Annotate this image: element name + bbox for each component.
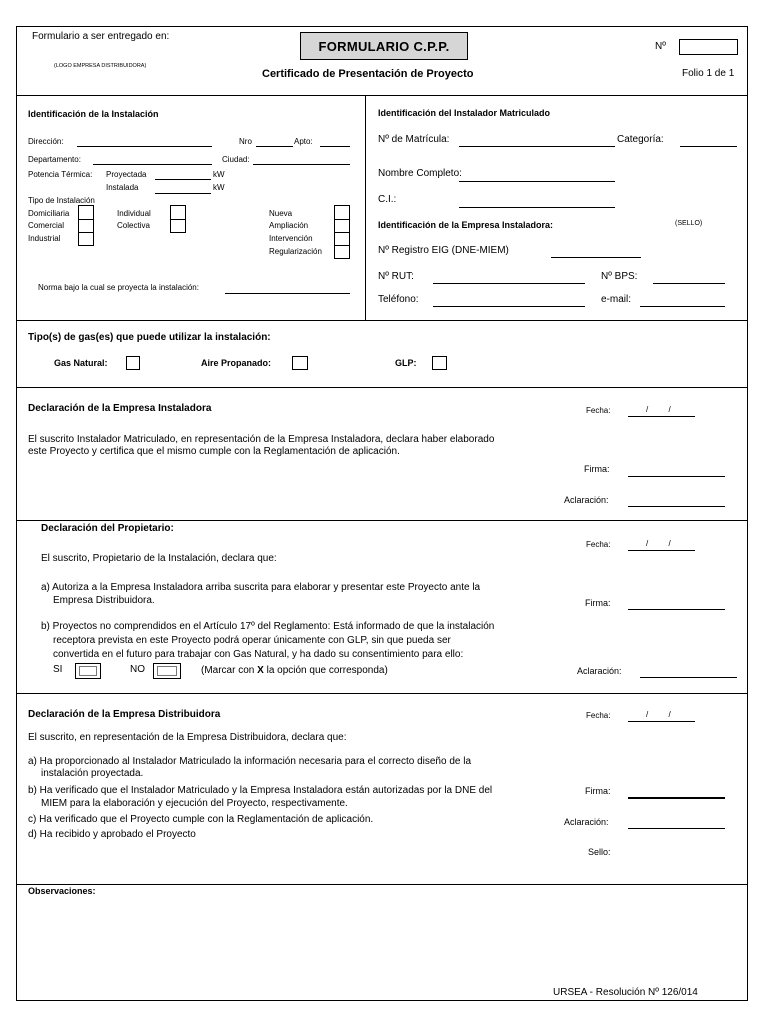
installer-heading: Identificación del Instalador Matriculado: [378, 108, 551, 118]
matricula-field[interactable]: [459, 146, 615, 147]
resolution-footer: URSEA - Resolución Nº 126/014: [553, 987, 698, 998]
norma-label: Norma bajo la cual se proyecta la instalación:: [38, 283, 199, 292]
kw-unit: kW: [213, 170, 225, 179]
instalada-label: Instalada: [106, 183, 139, 192]
firma-field[interactable]: [628, 609, 725, 610]
firma-field[interactable]: [628, 476, 725, 477]
direccion-field[interactable]: [77, 146, 212, 147]
firma-label: Firma:: [585, 598, 611, 608]
no-label: NO: [130, 664, 145, 675]
kw-unit: kW: [213, 183, 225, 192]
installer-declaration-heading: Declaración de la Empresa Instaladora: [28, 403, 212, 414]
fecha-field[interactable]: [628, 550, 695, 551]
ampliacion-label: Ampliación: [269, 221, 309, 230]
si-label: SI: [53, 664, 63, 675]
observations-heading: Observaciones:: [28, 886, 96, 896]
delivered-at-label: Formulario a ser entregado en:: [32, 31, 170, 42]
separator: [16, 320, 748, 321]
individual-label: Individual: [117, 209, 151, 218]
owner-clause-b: convertida en el futuro para trabajar con Gas Natural, y ha dado su consentimiento para ello:: [53, 649, 464, 660]
fecha-label: Fecha:: [586, 711, 611, 720]
no-checkbox[interactable]: [153, 663, 181, 679]
direccion-label: Dirección:: [28, 137, 64, 146]
logo-placeholder: (LOGO EMPRESA DISTRIBUIDORA): [54, 63, 147, 69]
nro-label: Nro: [239, 137, 252, 146]
owner-declaration-heading: Declaración del Propietario:: [41, 523, 174, 534]
comercial-label: Comercial: [28, 221, 65, 230]
aclaracion-label: Aclaración:: [577, 666, 622, 676]
intervencion-label: Intervención: [269, 234, 313, 243]
departamento-field[interactable]: [93, 164, 212, 165]
nombre-label: Nombre Completo:: [378, 168, 462, 179]
form-subtitle: Certificado de Presentación de Proyecto: [262, 68, 474, 80]
email-label: e-mail:: [601, 294, 632, 305]
distributor-clause-b: b) Ha verificado que el Instalador Matriculado y la Empresa Instaladora están autorizadas por la DNE del: [28, 785, 493, 796]
declaration-text: El suscrito Instalador Matriculado, en representación de la Empresa Instaladora, declara haber elaborado: [28, 434, 495, 445]
industrial-label: Industrial: [28, 234, 61, 243]
aclaracion-label: Aclaración:: [564, 495, 609, 505]
norma-field[interactable]: [225, 293, 350, 294]
departamento-label: Departamento:: [28, 155, 81, 164]
fecha-label: Fecha:: [586, 406, 611, 415]
separator: [16, 520, 748, 521]
comercial-checkbox[interactable]: [78, 219, 94, 233]
owner-clause-a: a) Autoriza a la Empresa Instaladora arriba suscrita para elaborar y presentar este Proyecto ante la: [41, 582, 481, 593]
gas-natural-checkbox[interactable]: [126, 356, 140, 370]
ampliacion-checkbox[interactable]: [334, 219, 350, 233]
regularizacion-checkbox[interactable]: [334, 245, 350, 259]
proyectada-field[interactable]: [155, 179, 211, 180]
separator: [16, 95, 748, 96]
date-slashes: / /: [646, 710, 671, 719]
distributor-declaration-heading: Declaración de la Empresa Distribuidora: [28, 709, 221, 720]
registro-field[interactable]: [551, 257, 641, 258]
owner-intro: El suscrito, Propietario de la Instalación, declara que:: [41, 553, 277, 564]
regularizacion-label: Regularización: [269, 247, 322, 256]
bps-label: Nº BPS:: [601, 271, 638, 282]
form-title: FORMULARIO C.P.P.: [300, 32, 468, 60]
nueva-checkbox[interactable]: [334, 205, 350, 220]
domiciliaria-checkbox[interactable]: [78, 205, 94, 220]
form-number-field[interactable]: [679, 39, 738, 55]
fecha-field[interactable]: [628, 721, 695, 722]
separator: [16, 693, 748, 694]
colectiva-label: Colectiva: [117, 221, 150, 230]
sello-label: (SELLO): [675, 220, 703, 227]
distributor-clause-b: MIEM para la elaboración y ejecución del Proyecto, respectivamente.: [41, 798, 348, 809]
firma-field[interactable]: [628, 797, 725, 799]
instalada-field[interactable]: [155, 193, 211, 194]
nro-field[interactable]: [256, 146, 293, 147]
separator: [16, 884, 748, 885]
ci-label: C.I.:: [378, 194, 397, 205]
folio-label: Folio 1 de 1: [682, 68, 735, 79]
matricula-label: Nº de Matrícula:: [378, 134, 450, 145]
gas-heading: Tipo(s) de gas(es) que puede utilizar la instalación:: [28, 332, 271, 343]
potencia-label: Potencia Térmica:: [28, 170, 93, 179]
aclaracion-field[interactable]: [628, 828, 725, 829]
company-heading: Identificación de la Empresa Instaladora:: [378, 220, 554, 230]
categoria-field[interactable]: [680, 146, 737, 147]
distributor-clause-a: a) Ha proporcionado al Instalador Matriculado la información necesaria para el correcto diseño de la: [28, 756, 472, 767]
intervencion-checkbox[interactable]: [334, 232, 350, 246]
installation-heading: Identificación de la Instalación: [28, 109, 159, 119]
aire-propanado-checkbox[interactable]: [292, 356, 308, 370]
distributor-intro: El suscrito, en representación de la Empresa Distribuidora, declara que:: [28, 732, 347, 743]
declaration-text: este Proyecto y certifica que el mismo cumple con la Reglamentación de aplicación.: [28, 446, 400, 457]
individual-checkbox[interactable]: [170, 205, 186, 220]
si-checkbox[interactable]: [75, 663, 101, 679]
owner-clause-b: b) Proyectos no comprendidos en el Artículo 17º del Reglamento: Está informado de que la instalación: [41, 621, 495, 632]
registro-label: Nº Registro EIG (DNE-MIEM): [378, 245, 509, 256]
colectiva-checkbox[interactable]: [170, 219, 186, 233]
industrial-checkbox[interactable]: [78, 232, 94, 246]
date-slashes: / /: [646, 539, 671, 548]
rut-label: Nº RUT:: [378, 271, 414, 282]
distributor-clause-a: instalación proyectada.: [41, 768, 144, 779]
glp-label: GLP:: [395, 358, 417, 368]
ciudad-field[interactable]: [253, 164, 350, 165]
firma-label: Firma:: [584, 464, 610, 474]
fecha-label: Fecha:: [586, 540, 611, 549]
nueva-label: Nueva: [269, 209, 293, 218]
aclaracion-label: Aclaración:: [564, 817, 609, 827]
domiciliaria-label: Domiciliaria: [28, 209, 70, 218]
fecha-field[interactable]: [628, 416, 695, 417]
glp-checkbox[interactable]: [432, 356, 447, 370]
separator: [16, 387, 748, 388]
apto-field[interactable]: [320, 146, 350, 147]
owner-clause-a: Empresa Distribuidora.: [53, 595, 155, 606]
observations-area[interactable]: [28, 902, 728, 982]
aclaracion-field[interactable]: [640, 677, 737, 678]
firma-label: Firma:: [585, 786, 611, 796]
apto-label: Apto:: [294, 137, 313, 146]
mark-instruction: (Marcar con X la opción que corresponda): [201, 665, 388, 676]
aire-propanado-label: Aire Propanado:: [201, 358, 272, 368]
email-field[interactable]: [640, 306, 725, 307]
tipo-label: Tipo de Instalación: [28, 196, 95, 205]
ci-field[interactable]: [459, 207, 615, 208]
proyectada-label: Proyectada: [106, 170, 147, 179]
gas-natural-label: Gas Natural:: [54, 358, 108, 368]
categoria-label: Categoría:: [617, 134, 664, 145]
distributor-clause-d: d) Ha recibido y aprobado el Proyecto: [28, 829, 196, 840]
nombre-field[interactable]: [459, 181, 615, 182]
rut-field[interactable]: [433, 283, 585, 284]
aclaracion-field[interactable]: [628, 506, 725, 507]
column-divider: [365, 95, 366, 320]
distributor-clause-c: c) Ha verificado que el Proyecto cumple con la Reglamentación de aplicación.: [28, 814, 374, 825]
bps-field[interactable]: [653, 283, 725, 284]
date-slashes: / /: [646, 405, 671, 414]
ciudad-label: Ciudad:: [222, 155, 250, 164]
sello-label: Sello:: [588, 847, 611, 857]
telefono-label: Teléfono:: [378, 294, 419, 305]
telefono-field[interactable]: [433, 306, 585, 307]
number-label: Nº: [655, 41, 666, 52]
owner-clause-b: receptora prevista en este Proyecto podrá operar únicamente con GLP, sin que pueda ser: [53, 635, 451, 646]
